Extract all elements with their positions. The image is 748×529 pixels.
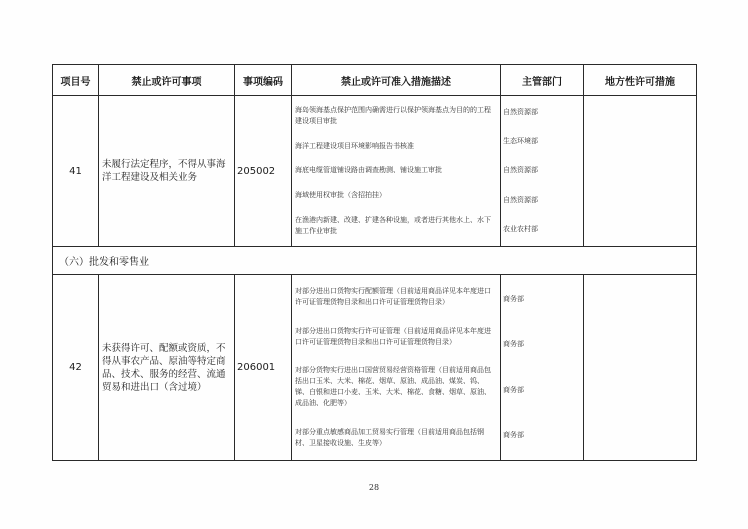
row-41-local-measures xyxy=(584,96,697,247)
row-41-departments xyxy=(501,96,584,247)
row-41-desc-1: 海岛领海基点保护范围内确需进行以保护领海基点为目的的工程建设项目审批 xyxy=(295,105,491,125)
header-description: 禁止或许可准入措施描述 xyxy=(292,65,501,96)
row-41-item: 未履行法定程序，不得从事海洋工程建设及相关业务 xyxy=(99,96,235,247)
row-41-dept-1: 自然资源部 xyxy=(503,108,538,117)
row-42-dept-4: 商务部 xyxy=(503,430,524,439)
row-41-no: 41 xyxy=(53,96,99,247)
row-42-code: 206001 xyxy=(235,275,292,461)
row-42-desc-3: 对部分货物实行进出口国营贸易经营资格管理（目前适用商品包括出口玉米、大米、棉花、烟草、原油、成品油、煤炭、钨、锑、白银和进口小麦、玉米、大米、棉花、食糖、烟草、原油、成品油、化肥等） xyxy=(295,366,491,408)
row-41-dept-5: 农业农村部 xyxy=(503,224,538,233)
row-42-desc-1: 对部分进出口货物实行配额管理（目前适用商品详见本年度进口许可证管理货物目录和出口许可证管理货物目录） xyxy=(295,286,491,306)
row-41-desc-2: 海洋工程建设项目环境影响报告书核准 xyxy=(295,141,414,150)
permit-table xyxy=(52,64,697,461)
row-42-desc-4: 对部分重点敏感商品加工贸易实行管理（目前适用商品包括钢材、卫星接收设施、生皮等） xyxy=(295,428,484,448)
row-42-desc-2: 对部分进出口货物实行许可证管理（目前适用商品详见本年度进口许可证管理货物目录和出口许可证管理货物目录） xyxy=(295,326,491,346)
row-42-dept-1: 商务部 xyxy=(503,295,524,304)
row-41-code: 205002 xyxy=(235,96,292,247)
table-row-42 xyxy=(53,275,697,461)
row-42-dept-2: 商务部 xyxy=(503,340,524,349)
row-41-dept-4: 自然资源部 xyxy=(503,195,538,204)
page-number: 28 xyxy=(368,483,380,492)
row-42-departments xyxy=(501,275,584,461)
row-42-local-measures xyxy=(584,275,697,461)
table-row-41 xyxy=(53,96,697,247)
table-header-row xyxy=(53,65,697,96)
row-41-desc-3: 海底电缆管道铺设路由调查勘测、铺设施工审批 xyxy=(295,166,442,175)
row-42-item: 未获得许可、配额或资质，不得从事农产品、原油等特定商品、技术、服务的经营、流通贸易和进出口（含过境） xyxy=(99,275,235,461)
row-41-desc-4: 海域使用权审批（含招拍挂） xyxy=(295,191,386,200)
header-code: 事项编码 xyxy=(235,65,292,96)
row-41-desc-5: 在渔港内新建、改建、扩建各种设施，或者进行其他水上、水下施工作业审批 xyxy=(295,216,491,236)
section-title-wholesale-retail: （六）批发和零售业 xyxy=(53,247,697,275)
row-41-descriptions xyxy=(292,96,501,247)
row-41-dept-2: 生态环境部 xyxy=(503,137,538,146)
row-42-descriptions xyxy=(292,275,501,461)
section-row-6 xyxy=(53,247,697,275)
row-41-dept-3: 自然资源部 xyxy=(503,166,538,175)
header-local-measures: 地方性许可措施 xyxy=(584,65,697,96)
row-42-no: 42 xyxy=(53,275,99,461)
header-item: 禁止或许可事项 xyxy=(99,65,235,96)
header-item-no: 项目号 xyxy=(53,65,99,96)
header-department: 主管部门 xyxy=(501,65,584,96)
row-42-dept-3: 商务部 xyxy=(503,385,524,394)
